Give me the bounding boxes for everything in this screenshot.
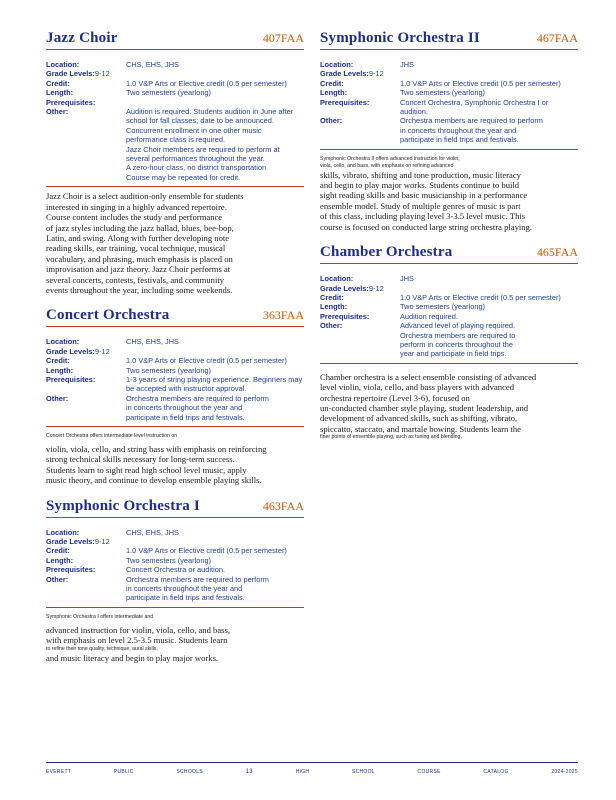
page-footer	[46, 762, 578, 775]
info-divider	[320, 149, 578, 150]
prerequisites-label: Prerequisites:	[46, 565, 96, 575]
text-line: Orchestra members are required to perform	[126, 393, 269, 403]
course-info	[46, 60, 304, 187]
location-label: Location:	[46, 337, 80, 347]
prerequisites-label: Prerequisites:	[320, 311, 370, 321]
prerequisites-value	[126, 98, 304, 107]
text-line: level violin, viola, cello, and bass players with advanced	[320, 382, 515, 393]
location-value: CHS, EHS, JHS	[126, 337, 179, 347]
course-header	[320, 30, 578, 50]
other-label: Other:	[320, 321, 343, 331]
course-chamber-orchestra	[320, 244, 578, 441]
credit-value: 1.0 V&P Arts or Elective credit (0.5 per semester)	[400, 78, 561, 88]
text-line: events throughout the year, including some weekends.	[46, 284, 233, 295]
footer-right-4: 2024-2025	[551, 769, 578, 775]
course-title: Symphonic Orchestra I	[46, 497, 200, 514]
text-line: orchestra repertoire (Level 3-6), focused on	[320, 392, 470, 403]
location-label: Location:	[320, 274, 354, 284]
course-description	[46, 444, 304, 486]
grade-levels-value: 9-12	[94, 537, 110, 547]
course-fineprint	[320, 434, 578, 441]
right-column	[320, 30, 578, 453]
location-label: Location:	[320, 60, 354, 69]
footer-left-1: PUBLIC	[113, 769, 134, 775]
course-description	[46, 625, 304, 646]
credit-value: 1.0 V&P Arts or Elective credit (0.5 per semester)	[400, 292, 561, 302]
course-symphonic-orchestra-2	[320, 30, 578, 232]
grade-levels-value: 9-12	[94, 69, 110, 79]
text-line: year and participate in field trips.	[400, 349, 507, 359]
text-line: participate in field trips and festivals.	[126, 593, 245, 603]
course-header	[46, 30, 304, 50]
course-intro-fineprint	[46, 433, 304, 440]
length-value: Two semesters (yearlong)	[400, 302, 486, 312]
other-label: Other:	[46, 393, 69, 403]
text-line: Jazz Choir is a select audition-only ensemble for students	[46, 191, 244, 202]
course-title: Chamber Orchestra	[320, 244, 453, 261]
prerequisites-value: Audition required.	[400, 311, 458, 321]
location-value: JHS	[400, 60, 414, 69]
length-value: Two semesters (yearlong)	[126, 555, 212, 565]
text-line: and begin to play major works. Students continue to build	[320, 180, 520, 191]
other-label: Other:	[46, 107, 69, 117]
course-header	[46, 307, 304, 327]
text-line: Symphonic Orchestra II offers advanced instruction for violin,	[320, 155, 460, 162]
credit-value: 1.0 V&P Arts or Elective credit (0.5 per semester)	[126, 78, 287, 88]
text-line: viola, cello, and bass, with emphasis on refining advanced	[320, 162, 454, 169]
course-description-end	[46, 653, 304, 663]
course-code: 363FAA	[262, 308, 304, 323]
text-line: strong technical skills necessary for long-term success.	[46, 454, 235, 465]
other-value	[126, 394, 304, 422]
length-value: Two semesters (yearlong)	[126, 88, 212, 98]
text-line: Concurrent enrollment in one other music	[126, 125, 262, 135]
text-line: performance class is required.	[126, 135, 225, 145]
text-line: un-conducted chamber style playing, student leadership, and	[320, 402, 529, 413]
prerequisites-value: Concert Orchestra, Symphonic Orchestra I or audition.	[400, 97, 549, 117]
text-line: spiccatto, staccato, and martale bowing. Students learn the	[320, 423, 521, 434]
text-line: several concerts, contests, festivals, and community	[46, 274, 225, 285]
text-line: Audition is required. Students audition in June after	[126, 107, 294, 117]
text-line: Advanced level of playing required.	[400, 321, 516, 331]
grade-levels-value: 9-12	[368, 283, 384, 293]
credit-label: Credit:	[46, 356, 70, 366]
credit-value: 1.0 V&P Arts or Elective credit (0.5 per semester)	[126, 356, 287, 366]
info-divider	[46, 426, 304, 427]
location-value: CHS, EHS, JHS	[126, 527, 179, 537]
footer-left-0: EVERETT	[46, 769, 72, 775]
other-value	[400, 321, 578, 359]
course-fineprint	[46, 646, 304, 653]
page-number: 13	[245, 769, 253, 775]
text-line: reading skills, ear training, vocal technique, musical	[46, 243, 226, 254]
text-line: Students learn to sight read high school level music, apply	[46, 464, 247, 475]
text-line: of this class, including playing level 3-3.5 level music. This	[320, 211, 526, 222]
other-value	[400, 116, 578, 144]
course-description	[320, 372, 578, 434]
course-info	[320, 60, 578, 150]
course-code: 407FAA	[262, 31, 304, 45]
left-column	[46, 30, 304, 675]
course-concert-orchestra	[46, 307, 304, 485]
length-value: Two semesters (yearlong)	[400, 88, 486, 98]
footer-left-2: SCHOOLS	[176, 769, 203, 775]
location-value: CHS, EHS, JHS	[126, 60, 179, 69]
course-header	[320, 244, 578, 264]
text-line: participate in field trips and festivals.	[126, 412, 245, 422]
course-intro-fineprint	[320, 156, 578, 170]
length-label: Length:	[46, 88, 74, 98]
text-line: advanced instruction for violin, viola, cello, and bass,	[46, 624, 231, 635]
text-line: Chamber orchestra is a select ensemble consisting of advanced	[320, 371, 537, 382]
info-divider	[46, 607, 304, 608]
text-line: to refine their tone quality, technique, aural skills,	[46, 645, 158, 652]
text-line: interested in singing in a highly advanced repertoire.	[46, 201, 227, 212]
text-line: and music literacy and begin to play major works.	[46, 652, 219, 663]
prerequisites-value: Concert Orchestra or audition.	[126, 565, 225, 575]
prerequisites-label: Prerequisites:	[46, 374, 96, 384]
other-value	[126, 107, 304, 182]
grade-levels-label: Grade Levels:	[46, 69, 95, 79]
credit-label: Credit:	[46, 546, 70, 556]
grade-levels-label: Grade Levels:	[320, 283, 369, 293]
course-code: 465FAA	[536, 245, 578, 260]
course-header	[46, 498, 304, 518]
footer-right-2: COURSE	[417, 769, 441, 775]
length-label: Length:	[46, 555, 74, 565]
course-description	[46, 191, 304, 295]
text-line: Symphonic Orchestra I offers intermediate and	[46, 613, 154, 620]
grade-levels-label: Grade Levels:	[46, 346, 95, 356]
text-line: Course content includes the study and performance	[46, 212, 223, 223]
other-value	[126, 575, 304, 603]
other-label: Other:	[46, 574, 69, 584]
prerequisites-label: Prerequisites:	[46, 97, 96, 107]
length-label: Length:	[320, 302, 348, 312]
course-info	[46, 337, 304, 427]
text-line: vocabulary, and phrasing, much emphasis is placed on	[46, 253, 233, 264]
credit-label: Credit:	[320, 78, 344, 88]
text-line: Jazz Choir members are required to perform at	[126, 144, 280, 154]
text-line: Orchestra members are required to perform	[400, 116, 543, 126]
text-line: ensemble model. Study of multiple genres of music is part	[320, 200, 521, 211]
text-line: in concerts throughout the year and	[400, 125, 517, 135]
text-line: school for fall classes; date to be announced.	[126, 116, 274, 126]
course-info	[320, 274, 578, 364]
text-line: finer points of ensemble playing, such as tuning and blending.	[320, 434, 462, 441]
course-symphonic-orchestra-1	[46, 498, 304, 663]
footer-right-3: CATALOG	[483, 769, 509, 775]
course-info	[46, 528, 304, 608]
course-description	[320, 170, 578, 232]
grade-levels-value: 9-12	[94, 346, 110, 356]
text-line: Concert Orchestra offers intermediate level instruction on	[46, 433, 178, 439]
course-code: 463FAA	[262, 498, 304, 513]
course-code: 467FAA	[536, 31, 578, 45]
text-line: Orchestra members are required to perform	[126, 574, 269, 584]
text-line: Latin, and swing. Along with further developing note	[46, 232, 230, 243]
text-line: music theory, and continue to develop ensemble playing skills.	[46, 475, 262, 486]
text-line: with emphasis on level 2.5-3.5 music. Students learn	[46, 635, 228, 646]
grade-levels-label: Grade Levels:	[320, 69, 369, 79]
course-intro-fineprint	[46, 614, 304, 621]
course-title: Jazz Choir	[46, 30, 118, 46]
text-line: skills, vibrato, shifting and tone production, music literacy	[320, 169, 521, 180]
location-label: Location:	[46, 60, 80, 69]
course-title: Concert Orchestra	[46, 307, 170, 324]
text-line: participate in field trips and festivals.	[400, 135, 519, 145]
text-line: improvisation and jazz theory. Jazz Choir performs at	[46, 264, 231, 275]
footer-right-1: SCHOOL	[351, 769, 375, 775]
length-value: Two semesters (yearlong)	[126, 365, 212, 375]
info-divider	[46, 186, 304, 187]
text-line: development of advanced skills, such as shifting, vibrato,	[320, 413, 518, 424]
length-label: Length:	[46, 365, 74, 375]
text-line: several performances throughout the year.	[126, 154, 265, 164]
text-line: sight reading skills and basic musicianship in a performance	[320, 190, 528, 201]
credit-label: Credit:	[320, 292, 344, 302]
footer-right-0: HIGH	[295, 769, 310, 775]
grade-levels-value: 9-12	[368, 69, 384, 79]
course-title: Symphonic Orchestra II	[320, 30, 480, 46]
text-line: in concerts throughout the year and	[126, 403, 243, 413]
text-line: A zero-hour class, no district transportation	[126, 163, 267, 173]
location-value: JHS	[400, 274, 414, 284]
text-line: of jazz styles including the jazz ballad, blues, bee-bop,	[46, 222, 234, 233]
text-line: violin, viola, cello, and string bass with emphasis on reinforcing	[46, 444, 267, 454]
prerequisites-value: 1-3 years of string playing experience. Beginners may be accepted with instructor approval.	[126, 374, 303, 394]
length-label: Length:	[320, 88, 348, 98]
info-divider	[320, 363, 578, 364]
text-line: in concerts throughout the year and	[126, 584, 243, 594]
credit-label: Credit:	[46, 78, 70, 88]
text-line: Orchestra members are required to	[400, 330, 516, 340]
text-line: course is focused on conducted large string orchestra playing.	[320, 221, 532, 232]
location-label: Location:	[46, 527, 80, 537]
text-line: perform in concerts throughout the	[400, 339, 513, 349]
prerequisites-label: Prerequisites:	[320, 97, 370, 107]
grade-levels-label: Grade Levels:	[46, 537, 95, 547]
other-label: Other:	[320, 116, 343, 126]
course-jazz-choir	[46, 30, 304, 295]
credit-value: 1.0 V&P Arts or Elective credit (0.5 per semester)	[126, 546, 287, 556]
text-line: Course may be repeated for credit.	[126, 172, 241, 182]
